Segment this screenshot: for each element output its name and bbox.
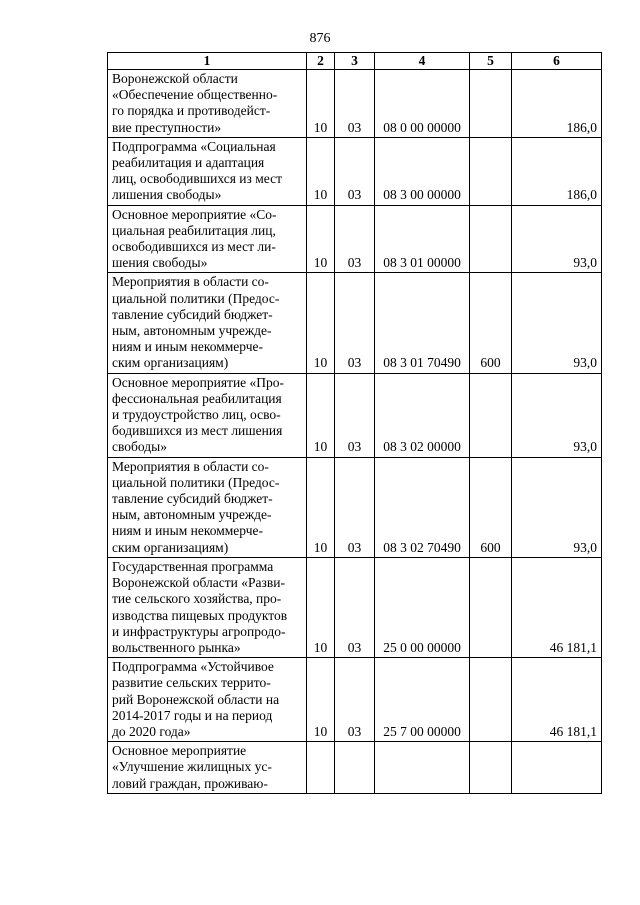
row-expense-type bbox=[470, 70, 512, 138]
row-target-code: 08 3 01 70490 bbox=[375, 273, 470, 373]
row-name: Основное мероприятие «Улучшение жилищных ус- ловий граждан, проживаю- bbox=[108, 742, 307, 794]
row-section: 10 bbox=[307, 373, 335, 457]
row-target-code: 08 3 02 00000 bbox=[375, 373, 470, 457]
table-row bbox=[108, 373, 602, 457]
row-section: 10 bbox=[307, 658, 335, 742]
row-expense-type bbox=[470, 557, 512, 657]
row-expense-type: 600 bbox=[470, 273, 512, 373]
row-target-code: 08 0 00 00000 bbox=[375, 70, 470, 138]
budget-table bbox=[107, 52, 602, 794]
row-expense-type bbox=[470, 137, 512, 205]
row-section: 10 bbox=[307, 457, 335, 557]
row-target-code: 25 7 00 00000 bbox=[375, 658, 470, 742]
row-name: Воронежской области «Обеспечение общественно- го порядка и противодейст- вие преступности» bbox=[108, 70, 307, 138]
row-subsection: 03 bbox=[335, 658, 375, 742]
page-number: 876 bbox=[309, 31, 331, 46]
row-target-code: 08 3 02 70490 bbox=[375, 457, 470, 557]
table-row bbox=[108, 557, 602, 657]
row-amount: 93,0 bbox=[512, 205, 602, 273]
table-row bbox=[108, 70, 602, 138]
row-target-code: 08 3 00 00000 bbox=[375, 137, 470, 205]
header-col-6: 6 bbox=[512, 53, 602, 70]
row-name: Основное мероприятие «Со- циальная реабилитация лиц, освободившихся из мест ли- шения свободы» bbox=[108, 205, 307, 273]
row-subsection: 03 bbox=[335, 205, 375, 273]
row-subsection: 03 bbox=[335, 70, 375, 138]
row-amount: 186,0 bbox=[512, 70, 602, 138]
row-amount: 186,0 bbox=[512, 137, 602, 205]
row-subsection: 03 bbox=[335, 457, 375, 557]
header-col-5: 5 bbox=[470, 53, 512, 70]
row-section: 10 bbox=[307, 557, 335, 657]
table-row bbox=[108, 658, 602, 742]
header-col-3: 3 bbox=[335, 53, 375, 70]
row-section bbox=[307, 742, 335, 794]
row-subsection bbox=[335, 742, 375, 794]
table-row bbox=[108, 457, 602, 557]
row-target-code: 08 3 01 00000 bbox=[375, 205, 470, 273]
row-name: Основное мероприятие «Про- фессиональная реабилитация и трудоустройство лиц, осво- бодившихся из мест лишения свободы» bbox=[108, 373, 307, 457]
row-section: 10 bbox=[307, 70, 335, 138]
header-col-1: 1 bbox=[108, 53, 307, 70]
row-amount: 46 181,1 bbox=[512, 658, 602, 742]
header-col-4: 4 bbox=[375, 53, 470, 70]
row-expense-type bbox=[470, 742, 512, 794]
row-name: Мероприятия в области со- циальной политики (Предос- тавление субсидий бюджет- ным, автономным учрежде- ниям и иным некоммерче- ским организациям) bbox=[108, 273, 307, 373]
row-section: 10 bbox=[307, 273, 335, 373]
row-amount: 93,0 bbox=[512, 273, 602, 373]
row-amount: 93,0 bbox=[512, 457, 602, 557]
row-amount: 93,0 bbox=[512, 373, 602, 457]
header-col-2: 2 bbox=[307, 53, 335, 70]
row-section: 10 bbox=[307, 205, 335, 273]
row-expense-type bbox=[470, 205, 512, 273]
table-row bbox=[108, 273, 602, 373]
row-amount: 46 181,1 bbox=[512, 557, 602, 657]
table-row bbox=[108, 137, 602, 205]
table-header-row bbox=[108, 53, 602, 70]
row-name: Подпрограмма «Устойчивое развитие сельских террито- рий Воронежской области на 2014-2017 годы и на период до 2020 года» bbox=[108, 658, 307, 742]
row-expense-type bbox=[470, 658, 512, 742]
row-expense-type bbox=[470, 373, 512, 457]
row-subsection: 03 bbox=[335, 557, 375, 657]
table-row bbox=[108, 742, 602, 794]
table-row bbox=[108, 205, 602, 273]
row-subsection: 03 bbox=[335, 273, 375, 373]
row-section: 10 bbox=[307, 137, 335, 205]
row-amount bbox=[512, 742, 602, 794]
row-subsection: 03 bbox=[335, 137, 375, 205]
row-target-code bbox=[375, 742, 470, 794]
row-subsection: 03 bbox=[335, 373, 375, 457]
row-target-code: 25 0 00 00000 bbox=[375, 557, 470, 657]
row-name: Подпрограмма «Социальная реабилитация и адаптация лиц, освободившихся из мест лишения свободы» bbox=[108, 137, 307, 205]
row-expense-type: 600 bbox=[470, 457, 512, 557]
row-name: Мероприятия в области со- циальной политики (Предос- тавление субсидий бюджет- ным, автономным учрежде- ниям и иным некоммерче- ским организациям) bbox=[108, 457, 307, 557]
row-name: Государственная программа Воронежской области «Разви- тие сельского хозяйства, про- изводства пищевых продуктов и инфраструктуры агропродо- вольственного рынка» bbox=[108, 557, 307, 657]
